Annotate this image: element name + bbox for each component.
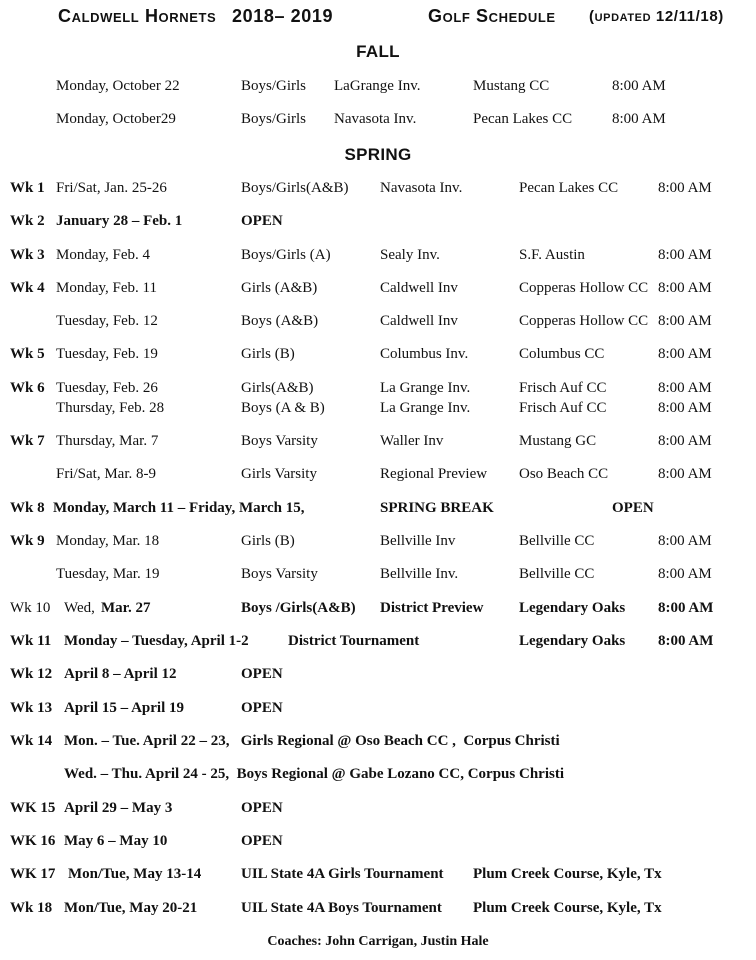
event-date: Fri/Sat, Jan. 25-26: [56, 180, 167, 196]
week-label: WK 15: [10, 800, 56, 816]
event-name: Waller Inv: [380, 433, 444, 449]
team-group: Boys/Girls: [241, 78, 307, 94]
event-location: Oso Beach CC: [519, 466, 609, 482]
event-date: May 6 – May 10: [64, 833, 168, 849]
event-name: Navasota Inv.: [380, 180, 463, 196]
fall-row: [0, 78, 756, 98]
event-location: S.F. Austin: [519, 247, 585, 263]
event-date: April 15 – April 19: [64, 700, 185, 716]
tee-time: 8:00 AM: [658, 247, 712, 263]
team-group: Girls Varsity: [241, 466, 317, 482]
team-group: Girls (B): [241, 346, 295, 362]
week-label: Wk 4: [10, 280, 45, 296]
schedule-row: [0, 833, 756, 853]
event-date: Monday – Tuesday, April 1-2: [64, 633, 249, 649]
regional-line: Mon. – Tue. April 22 – 23, Girls Regional @ Oso Beach CC , Corpus Christi: [64, 733, 560, 749]
team-group: Boys/Girls (A): [241, 247, 331, 263]
tee-time: 8:00 AM: [658, 566, 712, 582]
week-label: Wk 14: [10, 733, 53, 749]
team-group: Boys Varsity: [241, 566, 318, 582]
event-location: Pecan Lakes CC: [519, 180, 619, 196]
schedule-row: [0, 247, 756, 267]
event-day: Wed,: [64, 600, 95, 616]
event-date: April 29 – May 3: [64, 800, 173, 816]
event-location: Copperas Hollow CC: [519, 313, 649, 329]
week-label: WK 16: [10, 833, 56, 849]
schedule-row: [0, 666, 756, 686]
tee-time: 8:00 AM: [658, 180, 712, 196]
tee-time: 8:00 AM: [658, 466, 712, 482]
week-label: Wk 12: [10, 666, 53, 682]
event-name: Bellville Inv: [380, 533, 456, 549]
event-name: Columbus Inv.: [380, 346, 469, 362]
schedule-row: [0, 346, 756, 366]
event-location: Plum Creek Course, Kyle, Tx: [473, 900, 662, 916]
event-date: Monday, March 11 – Friday, March 15,: [53, 500, 305, 516]
tee-time: 8:00 AM: [658, 633, 714, 649]
schedule-row: [0, 466, 756, 486]
schedule-row: [0, 380, 756, 400]
week-label: Wk 18: [10, 900, 53, 916]
tee-time: 8:00 AM: [658, 533, 712, 549]
event-name: UIL State 4A Girls Tournament: [241, 866, 444, 882]
event-date: Thursday, Feb. 28: [56, 400, 165, 416]
event-date: Mon/Tue, May 13-14: [68, 866, 202, 882]
event-name: La Grange Inv.: [380, 400, 471, 416]
spring-heading: SPRING: [344, 145, 412, 164]
schedule-row: [0, 180, 756, 200]
event-location: Frisch Auf CC: [519, 380, 607, 396]
event-date: Tuesday, Feb. 19: [56, 346, 158, 362]
event-name: Navasota Inv.: [334, 111, 417, 127]
event-location: Plum Creek Course, Kyle, Tx: [473, 866, 662, 882]
team-group: Boys (A & B): [241, 400, 325, 416]
event-name: LaGrange Inv.: [334, 78, 421, 94]
schedule-row: [0, 766, 756, 786]
week-label: Wk 2: [10, 213, 45, 229]
event-date: Fri/Sat, Mar. 8-9: [56, 466, 156, 482]
event-date: Thursday, Mar. 7: [56, 433, 159, 449]
fall-heading: FALL: [356, 42, 400, 61]
event-location: Frisch Auf CC: [519, 400, 607, 416]
regional-line: Wed. – Thu. April 24 - 25, Boys Regional @ Gabe Lozano CC, Corpus Christi: [64, 766, 564, 782]
schedule-row: [0, 500, 756, 520]
event-date: Monday, October29: [56, 111, 176, 127]
schedule-row: [0, 633, 756, 653]
team-name: Caldwell Hornets: [58, 6, 217, 26]
team-group: Boys/Girls: [241, 111, 307, 127]
week-label: Wk 10: [10, 600, 51, 616]
schedule-row: [0, 800, 756, 820]
schedule-row: [0, 400, 756, 420]
coaches-footer: Coaches: John Carrigan, Justin Hale: [267, 934, 489, 949]
event-name: Regional Preview: [380, 466, 488, 482]
event-location: Legendary Oaks: [519, 600, 626, 616]
week-label: WK 17: [10, 866, 56, 882]
week-label: Wk 3: [10, 247, 45, 263]
schedule-row: [0, 280, 756, 300]
event-name: UIL State 4A Boys Tournament: [241, 900, 442, 916]
event-location: Pecan Lakes CC: [473, 111, 573, 127]
tee-time: 8:00 AM: [658, 600, 714, 616]
open-label: OPEN: [241, 700, 283, 716]
team-group: Boys Varsity: [241, 433, 318, 449]
team-group: Girls (B): [241, 533, 295, 549]
week-label: Wk 6: [10, 380, 45, 396]
event-date: Monday, Feb. 11: [56, 280, 157, 296]
tee-time: 8:00 AM: [612, 111, 666, 127]
fall-row: [0, 111, 756, 131]
schedule-row: [0, 600, 756, 620]
event-date: Tuesday, Feb. 26: [56, 380, 158, 396]
team-group: Boys /Girls(A&B): [241, 600, 356, 616]
week-label: Wk 8: [10, 500, 45, 516]
event-location: Bellville CC: [519, 533, 595, 549]
week-label: Wk 1: [10, 180, 45, 196]
event-name: Caldwell Inv: [380, 280, 458, 296]
open-label: OPEN: [241, 800, 283, 816]
tee-time: 8:00 AM: [658, 313, 712, 329]
schedule-row: [0, 213, 756, 233]
team-group: Boys/Girls(A&B): [241, 180, 349, 196]
event-name: Sealy Inv.: [380, 247, 440, 263]
schedule-row: [0, 566, 756, 586]
schedule-row: [0, 866, 756, 886]
tee-time: 8:00 AM: [658, 380, 712, 396]
tee-time: 8:00 AM: [658, 433, 712, 449]
week-label: Wk 9: [10, 533, 45, 549]
team-group: Boys (A&B): [241, 313, 319, 329]
open-label: OPEN: [241, 666, 283, 682]
event-date: Tuesday, Feb. 12: [56, 313, 158, 329]
event-name: La Grange Inv.: [380, 380, 471, 396]
team-group: Girls (A&B): [241, 280, 318, 296]
event-location: Mustang GC: [519, 433, 597, 449]
schedule-row: [0, 313, 756, 333]
event-name: SPRING BREAK: [380, 500, 494, 516]
event-date: Monday, Mar. 18: [56, 533, 160, 549]
event-date: Monday, Feb. 4: [56, 247, 151, 263]
team-group: Girls(A&B): [241, 380, 314, 396]
event-date: Mon/Tue, May 20-21: [64, 900, 198, 916]
schedule-row: [0, 433, 756, 453]
open-label: OPEN: [241, 213, 283, 229]
event-location: Mustang CC: [473, 78, 550, 94]
tee-time: 8:00 AM: [612, 78, 666, 94]
event-name: Bellville Inv.: [380, 566, 459, 582]
week-label: Wk 5: [10, 346, 45, 362]
schedule-title: Golf Schedule: [428, 6, 556, 26]
event-name: District Tournament: [288, 633, 420, 649]
event-location: Legendary Oaks: [519, 633, 626, 649]
season-years: 2018– 2019: [232, 6, 334, 26]
schedule-row: [0, 733, 756, 753]
week-label: Wk 13: [10, 700, 53, 716]
tee-time: 8:00 AM: [658, 400, 712, 416]
open-label: OPEN: [241, 833, 283, 849]
week-label: Wk 11: [10, 633, 52, 649]
event-name: Caldwell Inv: [380, 313, 458, 329]
schedule-row: [0, 900, 756, 920]
event-date: January 28 – Feb. 1: [56, 213, 183, 229]
event-location: Copperas Hollow CC: [519, 280, 649, 296]
event-date: Tuesday, Mar. 19: [56, 566, 160, 582]
week-label: Wk 7: [10, 433, 45, 449]
event-date: Mar. 27: [101, 600, 151, 616]
schedule-row: [0, 700, 756, 720]
event-name: District Preview: [380, 600, 484, 616]
open-label: OPEN: [612, 500, 654, 516]
schedule-row: [0, 533, 756, 553]
updated-date: (updated 12/11/18): [589, 8, 724, 25]
event-location: Bellville CC: [519, 566, 595, 582]
tee-time: 8:00 AM: [658, 346, 712, 362]
event-date: Monday, October 22: [56, 78, 180, 94]
event-date: April 8 – April 12: [64, 666, 177, 682]
event-location: Columbus CC: [519, 346, 605, 362]
tee-time: 8:00 AM: [658, 280, 712, 296]
